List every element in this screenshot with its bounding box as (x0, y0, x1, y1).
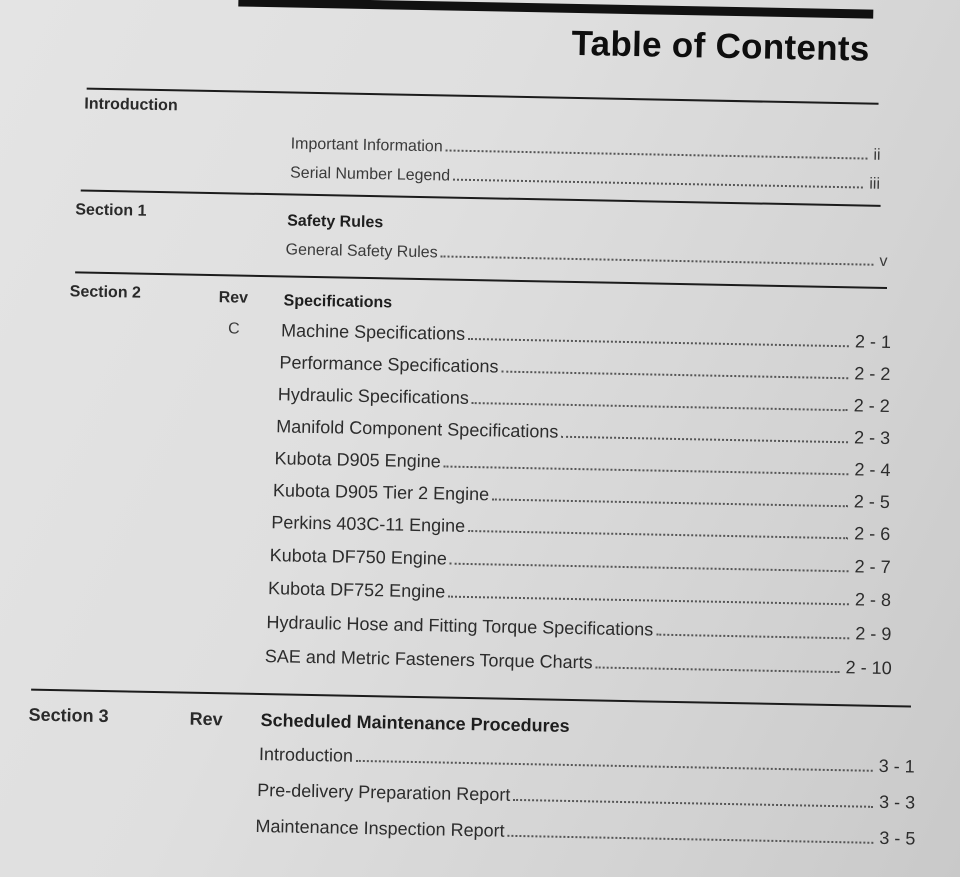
entry-page: 2 - 2 (854, 363, 891, 385)
entry-page: 2 - 2 (853, 395, 890, 417)
section-3-heading: Scheduled Maintenance Procedures (260, 710, 570, 736)
toc-entry (281, 320, 891, 353)
entry-title: Manifold Component Specifications (276, 416, 559, 442)
entry-title: Kubota DF750 Engine (269, 545, 448, 569)
toc-entry (274, 448, 890, 481)
toc-entry (270, 545, 891, 578)
dot-leader (513, 799, 873, 808)
dot-leader (453, 179, 863, 189)
entry-page: 2 - 4 (854, 459, 891, 481)
entry-page: 3 - 1 (878, 755, 916, 777)
section-2-rev-label: Rev (218, 289, 249, 307)
divider-rule (31, 689, 911, 708)
dot-leader (356, 760, 873, 772)
dot-leader (446, 149, 868, 159)
toc-entry (273, 480, 890, 513)
section-2-heading: Specifications (283, 292, 393, 312)
dot-leader (501, 371, 848, 380)
entry-page: iii (869, 175, 881, 193)
dot-leader (561, 436, 848, 444)
toc-entry (266, 612, 891, 645)
entry-page: 2 - 10 (845, 657, 892, 679)
entry-page: 2 - 9 (855, 623, 892, 645)
dot-leader (468, 530, 848, 539)
toc-entry (255, 816, 915, 850)
entry-title: Kubota D905 Tier 2 Engine (272, 480, 490, 505)
section-3-label: Section 3 (28, 704, 109, 727)
toc-entry (257, 780, 915, 814)
toc-entry (259, 744, 915, 778)
dot-leader (508, 835, 874, 844)
entry-page: 2 - 8 (854, 589, 892, 611)
section-2-rev-code: C (227, 320, 240, 338)
entry-title: Kubota D905 Engine (274, 448, 441, 472)
header-bar (238, 0, 873, 19)
entry-title: Introduction (258, 744, 354, 766)
entry-page: 2 - 3 (853, 427, 891, 449)
entry-title: Hydraulic Specifications (277, 384, 470, 408)
entry-title: Machine Specifications (280, 320, 466, 344)
introduction-label: Introduction (84, 95, 178, 115)
divider-rule (87, 88, 879, 105)
toc-entry (271, 512, 890, 545)
entry-page: v (879, 252, 888, 270)
toc-entry (285, 241, 887, 271)
entry-page: 3 - 5 (879, 827, 916, 849)
dot-leader (441, 255, 874, 265)
toc-entry (279, 352, 890, 385)
section-1-heading: Safety Rules (287, 212, 384, 232)
dot-leader (595, 666, 839, 673)
entry-page: 2 - 7 (854, 556, 891, 578)
toc-entry (290, 164, 880, 193)
toc-entry (276, 416, 890, 449)
entry-page: 2 - 1 (854, 331, 892, 353)
entry-title: Pre-delivery Preparation Report (257, 779, 511, 805)
entry-title: Maintenance Inspection Report (255, 815, 505, 841)
entry-page: ii (873, 146, 881, 164)
divider-rule (81, 189, 881, 206)
entry-title: General Safety Rules (285, 241, 438, 262)
toc-entry (268, 578, 891, 611)
section-1-label: Section 1 (75, 201, 147, 220)
entry-title: Performance Specifications (279, 352, 499, 377)
dot-leader (450, 563, 849, 573)
entry-title: SAE and Metric Fasteners Torque Charts (264, 646, 593, 673)
section-3-rev-label: Rev (189, 708, 223, 730)
entry-page: 3 - 3 (878, 791, 916, 813)
entry-title: Kubota DF752 Engine (267, 578, 446, 602)
entry-page: 2 - 5 (853, 491, 891, 513)
entry-title: Serial Number Legend (289, 164, 451, 185)
entry-page: 2 - 6 (854, 523, 891, 545)
toc-entry (265, 646, 892, 679)
entry-title: Hydraulic Hose and Fitting Torque Specifications (266, 612, 654, 640)
dot-leader (492, 498, 848, 507)
page-title: Table of Contents (571, 23, 870, 69)
divider-rule (75, 271, 887, 289)
toc-entry (278, 384, 890, 417)
entry-title: Perkins 403C-11 Engine (271, 512, 466, 536)
dot-leader (472, 402, 848, 411)
section-2-label: Section 2 (69, 283, 142, 302)
dot-leader (444, 465, 849, 475)
dot-leader (656, 634, 849, 640)
dot-leader (448, 596, 849, 606)
toc-entry (290, 136, 880, 165)
dot-leader (468, 338, 849, 347)
entry-title: Important Information (290, 135, 443, 156)
